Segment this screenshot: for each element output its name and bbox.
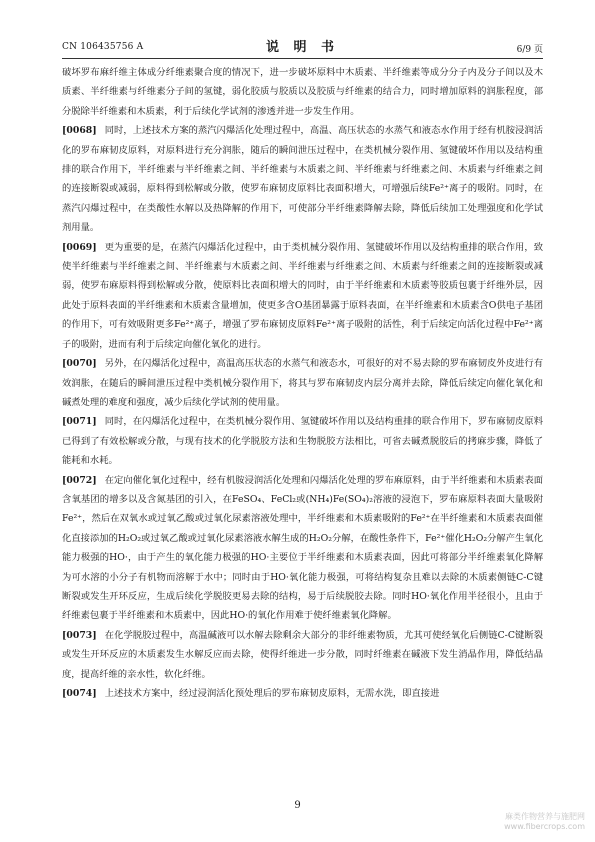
paragraph-number: [0074] — [62, 688, 97, 699]
page-header — [62, 36, 543, 59]
paragraph-text: 破坏罗布麻纤维主体成分纤维素聚合度的情况下，进一步破坏原料中木质素、半纤维素等成分分子内及分子间以及木质素、半纤维素与纤维素分子间的氢键，弱化胶质与胶质以及胶质与纤维素的结合力，同时增加原料的润胀程度，部分脱除半纤维素和木质素，利于后续化学试剂的渗透并进一步发生作用。 — [62, 67, 543, 117]
paragraph-text: 同时，在闪爆活化过程中，在类机械分裂作用、氢键破坏作用以及结构重排的联合作用下，罗布麻韧皮原料已得到了有效松解或分散，与现有技术的化学脱胶方法和生物脱胶方法相比，可省去碱煮脱胶后的拷麻步骤，降低了能耗和水耗。 — [62, 416, 543, 467]
paragraph-text: 另外，在闪爆活化过程中，高温高压状态的水蒸气和液态水，可很好的对不易去除的罗布麻韧皮外皮进行有效润胀，在随后的瞬间泄压过程中类机械分裂作用下，将其与罗布麻韧皮内层分离并去除，降低后续定向催化氧化和碱煮处理的难度和强度，减少后续化学试剂的使用量。 — [62, 358, 543, 408]
paragraph-number: [0070] — [62, 358, 97, 370]
document-title: 说 明 书 — [265, 40, 340, 55]
paragraph-text: 在化学脱胶过程中，高温碱液可以水解去除剩余大部分的非纤维素物质，尤其可使经氧化后侧链C-C键断裂或发生开环反应的木质素发生水解反应而去除，使得纤维进一步分散，同时纤维素在碱液下发生消晶作用，降低结晶度，提高纤维的亲水性，软化纤维。 — [62, 629, 543, 680]
paragraph-0073 — [62, 626, 543, 684]
paragraph-text: 同时，上述技术方案的蒸汽闪爆活化处理过程中，高温、高压状态的水蒸气和液态水作用于经有机胺浸润活化的罗布麻韧皮原料，对原料进行充分润胀，随后的瞬间泄压过程中，在类机械分裂作用、氢键破坏作用以及结构重排的联合作用下，半纤维素与半纤维素之间、半纤维素与木质素之间、半纤维素与纤维素之间、木质素与纤维素之间的连接断裂或减弱，原料得到松解或分散，使罗布麻韧皮原料比表面积增大，可增强后续Fe²⁺离子的吸附。同时，在蒸汽闪爆过程中，在类酸性水解以及热降解的作用下，可使部分半纤维素降解去除，降低后续加工处理强度和化学试剂用量。 — [62, 125, 543, 234]
watermark-url: www.fibercrops.com — [504, 822, 585, 831]
paragraph-0068 — [62, 121, 543, 237]
page-number: 9 — [294, 800, 301, 811]
paragraph-number: [0069] — [62, 241, 97, 253]
document-body — [62, 63, 543, 703]
page-info: 6/9 页 — [516, 45, 543, 55]
paragraph-0074 — [62, 684, 543, 703]
paragraph-text: 在定向催化氧化过程中，经有机胺浸润活化处理和闪爆活化处理的罗布麻原料，由于半纤维素和木质素表面含氧基团的增多以及含氮基团的引入，在FeSO₄、FeCl₂或(NH₄)Fe(SO₄)₂溶液的浸泡下，罗布麻原料表面大量吸附Fe²⁺，然后在双氧水或过氧乙酸或过氧化尿素溶液处理中，半纤维素和木质素吸附的Fe²⁺在半纤维素和木质素表面催化直接添加的H₂O₂或过氧乙酸或过氧化尿素溶液水解生成的H₂O₂分解，在酸性条件下，Fe²⁺催化H₂O₂分解产生氧化能力极强的HO·，由于产生的氧化能力极强的HO·主要位于半纤维素和木质素表面，因此可将部分半纤维素氧化降解为可水溶的小分子有机物而溶解于水中；同时由于HO·氧化能力极强，可将结构复杂且难以去除的木质素侧链C-C键断裂或发生开环反应，生成后续化学脱胶更易去除的结构，易于后续脱胶去除。同时HO·氧化作用半径很小，且由于纤维素包裹于半纤维素和木质素中，因此HO·的氧化作用难于使纤维素氧化降解。 — [62, 474, 543, 622]
paragraph-continued — [62, 63, 543, 121]
paragraph-0069 — [62, 238, 543, 354]
publication-number: CN 106435756 A — [62, 42, 144, 52]
paragraph-text: 上述技术方案中，经过浸润活化预处理后的罗布麻韧皮原料，无需水洗，即直接进 — [104, 688, 440, 699]
paragraph-number: [0071] — [62, 416, 97, 428]
site-watermark — [504, 812, 585, 832]
paragraph-number: [0073] — [62, 629, 97, 641]
paragraph-0072 — [62, 471, 543, 626]
paragraph-0071 — [62, 412, 543, 470]
paragraph-number: [0072] — [62, 474, 97, 486]
paragraph-number: [0068] — [62, 125, 97, 137]
watermark-site-name: 麻类作物营养与施肥网 — [505, 812, 585, 821]
paragraph-text: 更为重要的是，在蒸汽闪爆活化过程中，由于类机械分裂作用、氢键破坏作用以及结构重排的联合作用，致使半纤维素与半纤维素之间、半纤维素与木质素之间、半纤维素与纤维素之间、木质素与纤维素之间的连接断裂或减弱，使罗布麻原料得到松解或分散，使原料比表面积增大的同时，由于半纤维素和木质素等胶质包裹于纤维外层，因此处于原料表面的半纤维素和木质素含量增加，使更多含O基团暴露于原料表面，在半纤维素和木质素含O供电子基团的作用下，可有效吸附更多Fe²⁺离子，增强了罗布麻韧皮原料Fe²⁺离子吸附的活性，利于后续定向活化过程中Fe²⁺离子的吸附，进而有利于后续定向催化氧化的进行。 — [62, 241, 543, 350]
paragraph-0070 — [62, 354, 543, 412]
